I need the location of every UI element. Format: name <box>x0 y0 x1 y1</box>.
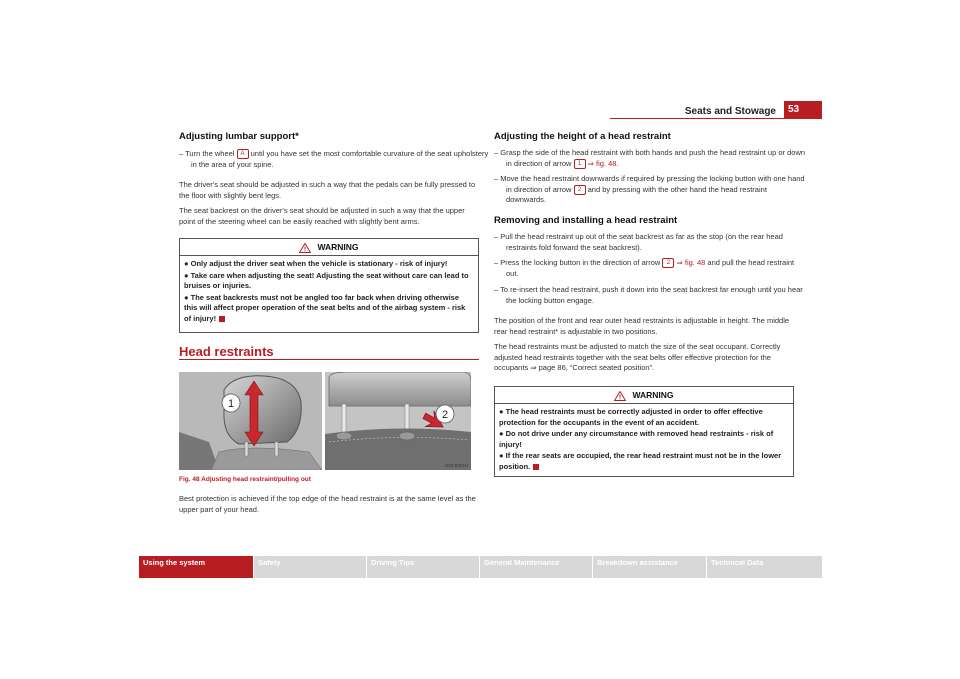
figure-label-2: 2 <box>441 409 449 421</box>
restraint-warning-box <box>494 386 794 477</box>
footer-tab-breakdown-assistance[interactable]: Breakdown assistance <box>593 556 706 578</box>
lumbar-para-1: The driver's seat should be adjusted in such a way that the pedals can be fully pressed to the floor with slightly bent legs. <box>179 180 476 200</box>
head-restraints-heading: Head restraints <box>179 344 274 359</box>
header-rule <box>610 118 822 119</box>
marker-a: A <box>237 149 249 159</box>
remove-step-1: – Pull the head restraint up out of the seat backrest as far as the stop (on the rear head restraints fold forward the seat backrest). <box>494 232 783 252</box>
end-of-section-icon <box>533 464 539 470</box>
end-of-section-icon <box>219 316 225 322</box>
footer-tab-technical-data[interactable]: Technical Data <box>707 556 822 578</box>
figure-48 <box>179 372 471 470</box>
figure-code: S1Z-0301H <box>444 463 468 468</box>
marker-2: 2 <box>574 185 586 195</box>
lumbar-para-2: The seat backrest on the driver's seat should be adjusted in such a way that the upper point of the steering wheel can be easily reached with slightly bent arms. <box>179 206 465 226</box>
fig-ref-link[interactable]: ⇒ fig. 48 <box>674 258 706 267</box>
footer-tab-driving-tips[interactable]: Driving Tips <box>367 556 479 578</box>
footer-tab-safety[interactable]: Safety <box>254 556 366 578</box>
height-step-2: – Move the head restraint downwards if required by pressing the locking button with one hand in direction of arrow 2 and by pressing with the other hand the head restraint downwards. <box>494 174 805 204</box>
remove-heading: Removing and installing a head restraint <box>494 215 678 226</box>
warning-triangle-icon <box>299 243 311 253</box>
warning-header: WARNING <box>180 239 478 256</box>
warning-item: ● Only adjust the driver seat when the vehicle is stationary - risk of injury! <box>184 259 448 268</box>
warning-item: ● Do not drive under any circumstance with removed head restraints - risk of injury! <box>499 429 774 449</box>
restraint-para-2: The head restraints must be adjusted to match the size of the seat occupant. Correctly adjusted head restraints together with the seat belts offer effective protection for the occupants ⇒ page 86, “Correct seated position”. <box>494 342 781 372</box>
lumbar-step: – Turn the wheel A until you have set the most comfortable curvature of the seat upholstery in the area of your spine. <box>179 149 489 169</box>
section-rule <box>179 359 479 360</box>
warning-triangle-icon <box>614 391 626 401</box>
seat-warning-box <box>179 238 479 333</box>
figure-label-1: 1 <box>227 398 235 410</box>
warning-item: ● The seat backrests must not be angled too far back when driving otherwise this will affect proper operation of the seat belts and of the airbag system - risk of injury! <box>184 292 466 323</box>
lumbar-heading: Adjusting lumbar support* <box>179 131 299 142</box>
head-restraint-illustration <box>179 372 471 470</box>
footer-tab-general-maintenance[interactable]: General Maintenance <box>480 556 592 578</box>
head-restraint-para: Best protection is achieved if the top edge of the head restraint is at the same level as the upper part of your head. <box>179 494 476 514</box>
fig-ref-link[interactable]: ⇒ fig. 48. <box>585 158 619 168</box>
running-header-title: Seats and Stowage <box>684 106 776 117</box>
height-heading: Adjusting the height of a head restraint <box>494 131 671 142</box>
marker-2: 2 <box>662 258 674 268</box>
page-number: 53 <box>784 101 822 119</box>
restraint-para-1: The position of the front and rear outer head restraints is adjustable in height. The middle rear head restraint* is adjustable in two positions. <box>494 316 790 336</box>
figure-caption: Fig. 48 Adjusting head restraint/pulling out <box>179 476 311 483</box>
marker-1: 1 <box>574 159 586 169</box>
remove-step-3: – To re-insert the head restraint, push it down into the seat backrest far enough until you hear the locking button engage. <box>494 285 803 305</box>
footer-tab-using-the-system[interactable]: Using the system <box>139 556 253 578</box>
warning-item: ● Take care when adjusting the seat! Adjusting the seat without care can lead to bruises or injuries. <box>184 270 469 290</box>
remove-step-2: – Press the locking button in the direction of arrow 2 ⇒ fig. 48 and pull the head restraint out. <box>494 258 795 278</box>
warning-item: ● The head restraints must be correctly adjusted in order to offer effective protection for the occupants in the event of an accident. <box>499 407 763 427</box>
warning-item: ● If the rear seats are occupied, the rear head restraint must not be in the lower position. <box>499 451 782 471</box>
height-step-1: – Grasp the side of the head restraint with both hands and push the head restraint up or down in direction of arrow 1 ⇒ fig. 48. <box>494 148 806 168</box>
warning-header: WARNING <box>495 387 793 404</box>
